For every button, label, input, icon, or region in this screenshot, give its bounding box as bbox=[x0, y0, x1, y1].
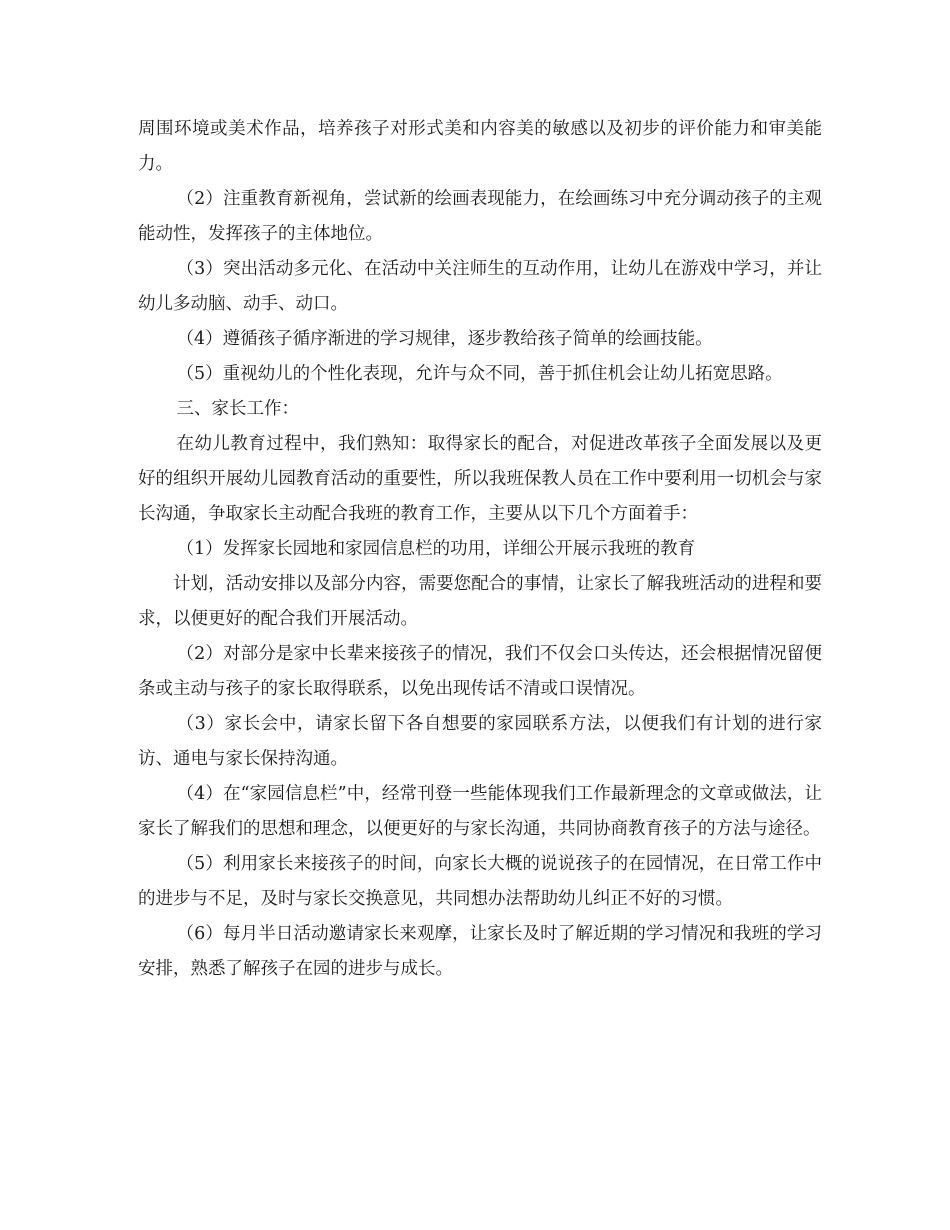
paragraph-art-item-4: （4）遵循孩子循序渐进的学习规律，逐步教给孩子简单的绘画技能。 bbox=[176, 329, 713, 349]
paragraph-parent-item-1: （1）发挥家长园地和家园信息栏的功用，详细公开展示我班的教育 bbox=[176, 539, 696, 559]
paragraph-art-item-3: （3）突出活动多元化、在活动中关注师生的互动作用，让幼儿在游戏中学习，并让幼儿多动脑、动手、动口。 bbox=[138, 259, 822, 314]
document-body bbox=[138, 112, 822, 987]
paragraph-parent-item-1-continued: 计划，活动安排以及部分内容，需要您配合的事情，让家长了解我班活动的进程和要求，以便更好的配合我们开展活动。 bbox=[138, 574, 822, 629]
paragraph-art-item-5: （5）重视幼儿的个性化表现，允许与众不同，善于抓住机会让幼儿拓宽思路。 bbox=[176, 364, 783, 384]
paragraph-parent-item-3: （3）家长会中，请家长留下各自想要的家园联系方法，以便我们有计划的进行家访、通电与家长保持沟通。 bbox=[138, 714, 822, 769]
section-heading-parent-work: 三、家长工作： bbox=[176, 399, 299, 419]
paragraph-parent-item-2: （2）对部分是家中长辈来接孩子的情况，我们不仅会口头传达，还会根据情况留便条或主动与孩子的家长取得联系，以免出现传话不清或口误情况。 bbox=[138, 644, 822, 699]
paragraph-art-item-2: （2）注重教育新视角，尝试新的绘画表现能力，在绘画练习中充分调动孩子的主观能动性，发挥孩子的主体地位。 bbox=[138, 189, 822, 244]
paragraph-parent-item-5: （5）利用家长来接孩子的时间，向家长大概的说说孩子的在园情况，在日常工作中的进步与不足，及时与家长交换意见，共同想办法帮助幼儿纠正不好的习惯。 bbox=[138, 854, 822, 909]
paragraph-parent-item-6: （6）每月半日活动邀请家长来观摩，让家长及时了解近期的学习情况和我班的学习安排，熟悉了解孩子在园的进步与成长。 bbox=[138, 924, 822, 979]
paragraph-parent-intro: 在幼儿教育过程中，我们熟知：取得家长的配合，对促进改革孩子全面发展以及更好的组织开展幼儿园教育活动的重要性，所以我班保教人员在工作中要利用一切机会与家长沟通，争取家长主动配合我班的教育工作，主要从以下几个方面着手： bbox=[138, 434, 822, 524]
paragraph-parent-item-4: （4）在“家园信息栏”中，经常刊登一些能体现我们工作最新理念的文章或做法，让家长了解我们的思想和理念，以便更好的与家长沟通，共同协商教育孩子的方法与途径。 bbox=[138, 784, 822, 839]
paragraph-art-appreciation-continued: 周围环境或美术作品，培养孩子对形式美和内容美的敏感以及初步的评价能力和审美能力。 bbox=[138, 119, 822, 174]
